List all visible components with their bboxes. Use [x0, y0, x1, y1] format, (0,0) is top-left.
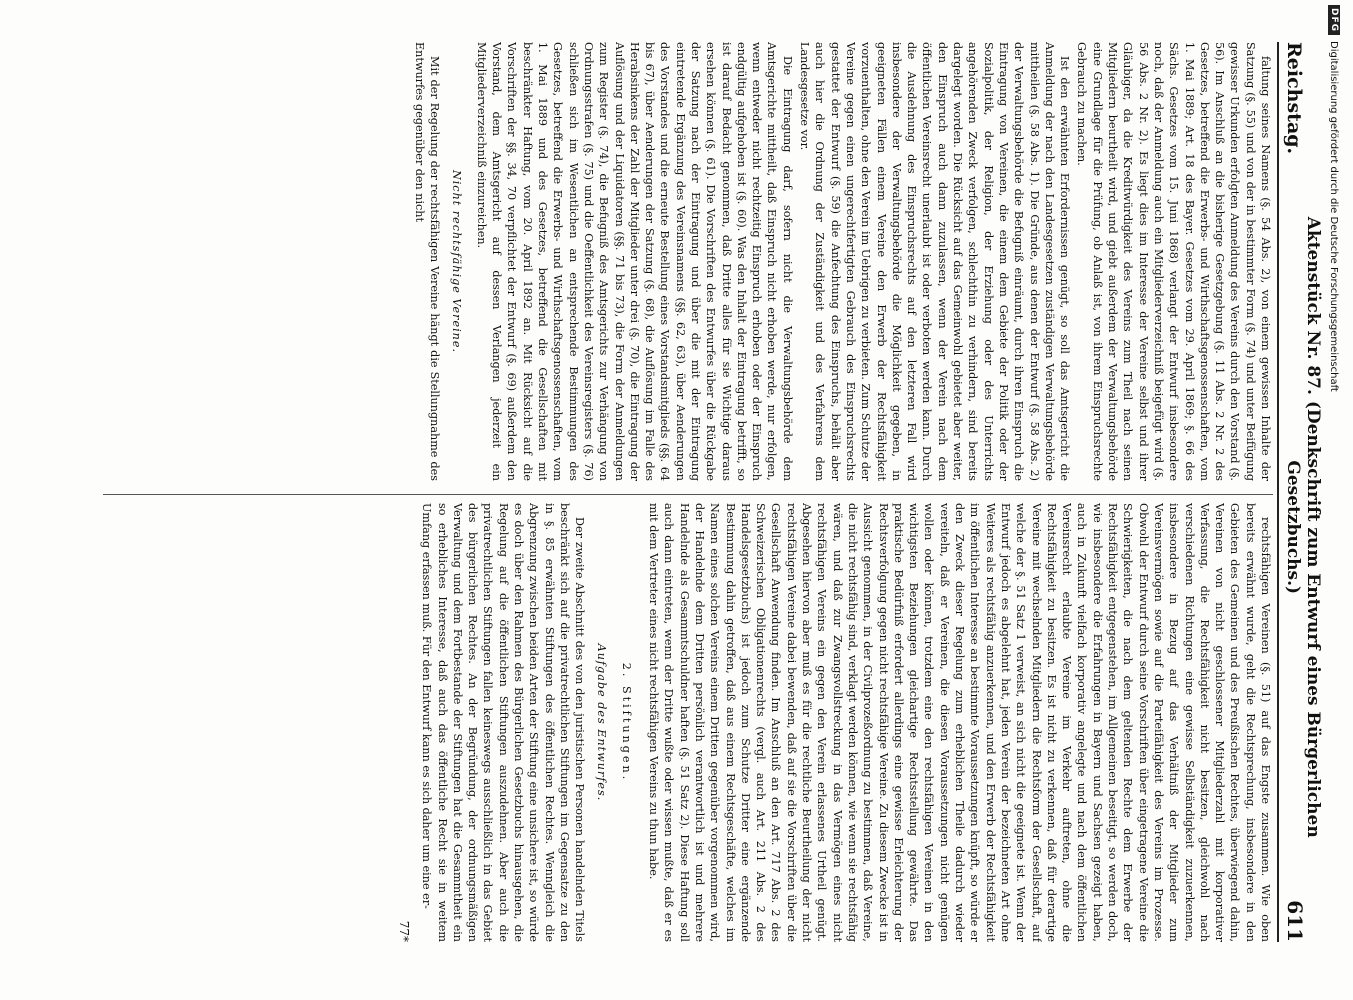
section-subheading: Aufgabe des Entwurfes.: [594, 643, 608, 802]
column-left: [83, 42, 1273, 481]
stamp-text: Digitalisierung gefördert durch die Deutsche Forschungsgemeinschaft: [1328, 41, 1340, 392]
section-heading: 2. Stiftungen.: [619, 662, 633, 783]
paragraph: Die Eintragung darf, sofern nicht die Verwaltungsbehörde dem Amtsgerichte mittheilt, daß Einspruch nicht erhoben werde, nur erfolgen, wenn entweder nicht rechtzeitig Einspruch erhoben oder der Einspruch endgültig aufgehoben ist (§. 60). Was den Inhalt der Eintragung betrifft, so ist darauf Bedacht genommen, daß Dritte alles für sie Wichtige daraus ersehen können (§. 61). Die Vorschriften des Entwurfes über die Rückgabe der Satzung nach der Eintragung und über die mit der Eintragung eintretende Ergänzung des Vereinsnamens (§§. 62, 63), über Aenderungen des Vorstandes und die erneute Bestellung eines Vorstandsmitglieds (§§. 64 bis 67), über Aenderungen der Satzung (§. 68), die Auflösung im Falle des Herabsinkens der Zahl der Mitglieder unter drei (§. 70), die Eintragung der Auflösung und der Liquidatoren (§§. 71 bis 73), die Form der Anmeldungen zum Register (§. 74), die Befugniß des Amtsgerichts zur Verhängung von Ordnungsstrafen (§. 75) und die Oeffentlichkeit des Vereinsregisters (§. 76) schließen sich im Wesentlichen an entsprechende Bestimmungen des Gesetzes, betreffend die Erwerbs- und Wirthschaftsgenossenschaften, vom 1. Mai 1889 und des Gesetzes, betreffend die Gesellschaften mit beschränkter Haftung, vom 20. April 1892 an. Mit Rücksicht auf die Vorschriften der §§. 34, 70 verpflichtet der Entwurf (§. 69) außerdem den Vorstand, dem Amtsgericht auf dessen Verlangen jederzeit ein Mitgliederverzeichniß einzureichen.: [474, 42, 794, 481]
header-title: Aktenstück Nr. 87. (Denkschrift zum Entwurf eines Bürgerlichen Gesetzbuchs.): [1283, 216, 1323, 838]
paragraph: rechtsfähigen Vereinen (§. 51) auf das Engste zusammen. Wie oben bereits erwähnt wurde, geht die Rechtsprechung, insbesondere in den Gebieten des Gemeinen und des Preußischen Rechtes, überwiegend dahin, Vereinen von nicht geschlossener Mitgliederzahl mit korporativer Verfassung, die Rechtsfähigkeit nicht besitzen, gleichwohl nach verschiedenen Richtungen eine gewisse Selbständigkeit zuzuerkennen, insbesondere in Bezug auf das Verhältniß der Mitglieder zum Vereinsvermögen sowie auf die Parteifähigkeit des Vereins im Prozesse. Obwohl der Entwurf durch seine Vorschriften über eingetragene Vereine die Schwierigkeiten, die nach dem geltenden Rechte dem Erwerbe der Rechtsfähigkeit entgegenstehen, im Allgemeinen beseitigt, so werden doch, wie insbesondere die Erfahrungen in Bayern und Sachsen gezeigt haben, auch in Zukunft vielfach korporativ angelegte und nach dem öffentlichen Vereinsrecht erlaubte Vereine im Verkehr auftreten, ohne die Rechtsfähigkeit zu besitzen. Es ist nicht zu verkennen, daß für derartige Vereine mit wechselnden Mitgliedern die Rechtsform der Gesellschaft, auf welche der §. 51 Satz 1 verweist, an sich nicht die geeignete ist. Wenn der Entwurf jedoch es abgelehnt hat, jeden Verein der bezeichneten Art ohne Weiteres als rechtsfähig anzuerkennen, und den Erwerb der Rechtsfähigkeit im öffentlichen Interesse an bestimmte Voraussetzungen knüpft, so würde er den Zweck dieser Regelung zum erheblichen Theile dadurch wieder vereiteln, daß er Vereinen, die diesen Voraussetzungen nicht genügen wollen oder können, trotzdem eine den rechtsfähigen Vereinen in den wichtigsten Beziehungen gleichartige Rechtsstellung gewährte. Das praktische Bedürfniß erfordert allerdings eine gewisse Erleichterung der Rechtsverfolgung gegen nicht rechtsfähige Vereine. Zu diesem Zwecke ist in Aussicht genommen, in der Civilprozeßordnung zu bestimmen, daß Vereine, die nicht rechtsfähig sind, verklagt werden können, wie wenn sie rechtsfähig wären, und daß zur Zwangsvollstreckung in das Vermögen eines nicht rechtsfähigen Vereins ein gegen den Verein erlassenes Urtheil genügt. Abgesehen hiervon aber muß es für die rechtliche Beurtheilung der nicht rechtsfähigen Vereine dabei bewenden, daß auf sie die Vorschriften über die Gesellschaft Anwendung finden. Im Anschluß an den Art. 717 Abs. 2 des Schweizerischen Obligationenrechts (vergl. auch Art. 211 Abs. 2 des Handelsgesetzbuchs) ist jedoch zum Schutze Dritter eine ergänzende Bestimmung dahin getroffen, daß aus einem Rechtsgeschäfte, welches im Namen eines solchen Vereins einem Dritten gegenüber vorgenommen wird, der Handelnde dem Dritten persönlich verantwortlich ist und mehrere Handelnde als Gesammtschuldner haften (§. 51 Satz 2). Diese Haftung soll auch dann eintreten, wenn der Dritte wußte oder wissen mußte, daß er es mit dem Vertreter eines nicht rechtsfähigen Vereins zu thun habe.: [647, 503, 1272, 942]
signature-mark: 77*: [396, 920, 411, 942]
digitization-stamp: [1323, 5, 1345, 995]
section-title: Nicht rechtsfähige Vereine.: [449, 169, 463, 354]
paragraph: Mit der Regelung der rechtsfähigen Vereine hängt die Stellungnahme des Entwurfes gegenüber den nicht: [412, 42, 442, 481]
dfg-logo: DFG: [1328, 5, 1340, 35]
column-divider: [103, 494, 1273, 495]
header-left: Reichstag.: [1283, 42, 1305, 155]
paragraph: faltung seines Namens (§. 54 Abs. 2), von einem gewissen Inhalte der Satzung (§. 55) und von der in bestimmter Form (§. 74) und unter Beifügung gewisser Urkunden erfolgten Anmeldung des Vereins durch den Vorstand (§. 56). Im Anschluß an die bisherige Gesetzgebung (§. 11 Abs. 2 Nr. 2 des Gesetzes, betreffend die Erwerbs- und Wirthschaftsgenossenschaften, vom 1. Mai 1889; Art. 18 des Bayer. Gesetzes vom 29. April 1869; §. 66 des Sächs. Gesetzes vom 15. Juni 1868) verlangt der Entwurf insbesondere noch, daß der Anmeldung auch ein Mitgliederverzeichniß beigefügt wird (§. 56 Abs. 2 Nr. 2). Es liegt dies im Interesse der Vereine selbst und ihrer Gläubiger, da die Kreditwürdigkeit des Vereins zum Theil nach seinen Mitgliedern beurtheilt wird, und giebt außerdem der Verwaltungsbehörde eine Grundlage für die Prüfung, ob Anlaß ist, von ihrem Einspruchsrechte Gebrauch zu machen.: [1075, 42, 1272, 481]
text-columns: [83, 42, 1273, 942]
rotated-document: [73, 42, 1323, 942]
column-right: [83, 503, 1273, 942]
paragraph: Der zweite Abschnitt des von den juristischen Personen handelnden Titels beschränkt sich auf die privatrechtlichen Stiftungen im Gegensatze zu den in §. 85 erwähnten Stiftungen des öffentlichen Rechtes. Wenngleich die Abgrenzung zwischen beiden Arten der Stiftung eine unsichere ist, so würde es doch über den Rahmen des Bürgerlichen Gesetzbuchs hinausgehen, die Regelung auf die öffentlichen Stiftungen auszudehnen. Aber auch die privatrechtlichen Stiftungen fallen keineswegs ausschließlich in das Gebiet des bürgerlichen Rechtes. An der Begründung, der ordnungsmäßigen Verwaltung und dem Fortbestande der Stiftungen hat die Gesammtheit ein so erhebliches Interesse, daß auch das öffentliche Recht sie in weitem Umfang erfassen muß. Für den Entwurf kann es sich daher um eine er-: [420, 503, 587, 942]
page-number: 611: [1283, 900, 1307, 942]
paragraph: Ist den erwähnten Erfordernissen genügt, so soll das Amtsgericht die Anmeldung der nach den Landesgesetzen zuständigen Verwaltungsbehörde mittheilen (§. 58 Abs. 1). Die Gründe, aus denen der Entwurf (§. 58 Abs. 2) der Verwaltungsbehörde die Befugniß einräumt, durch ihren Einspruch die Eintragung von Vereinen, die einem dem Gebiete der Politik oder der Sozialpolitik, der Religion, der Erziehung oder des Unterrichts angehörenden Zweck verfolgen, schlechthin zu verhindern, sind bereits dargelegt worden. Die Rücksicht auf das Gemeinwohl gebietet aber weiter, den Einspruch auch dann zuzulassen, wenn der Verein nach dem öffentlichen Vereinsrecht unerlaubt ist oder verboten werden kann. Durch die Ausdehnung des Einspruchsrechts auf den letzteren Fall wird insbesondere der Verwaltungsbehörde die Möglichkeit gegeben, in geeigneten Fällen einem Vereine den Erwerb der Rechtsfähigkeit vorzuenthalten, ohne den Verein im Uebrigen zu verbieten. Zum Schutze der Vereine gegen einen ungerechtfertigten Gebrauch des Einspruchsrechts gestattet der Entwurf (§. 59) die Anfechtung des Einspruchs, behält aber auch hier die Ordnung der Zuständigkeit und des Verfahrens dem Landesgesetze vor.: [798, 42, 1072, 481]
page-header: [1277, 42, 1323, 942]
